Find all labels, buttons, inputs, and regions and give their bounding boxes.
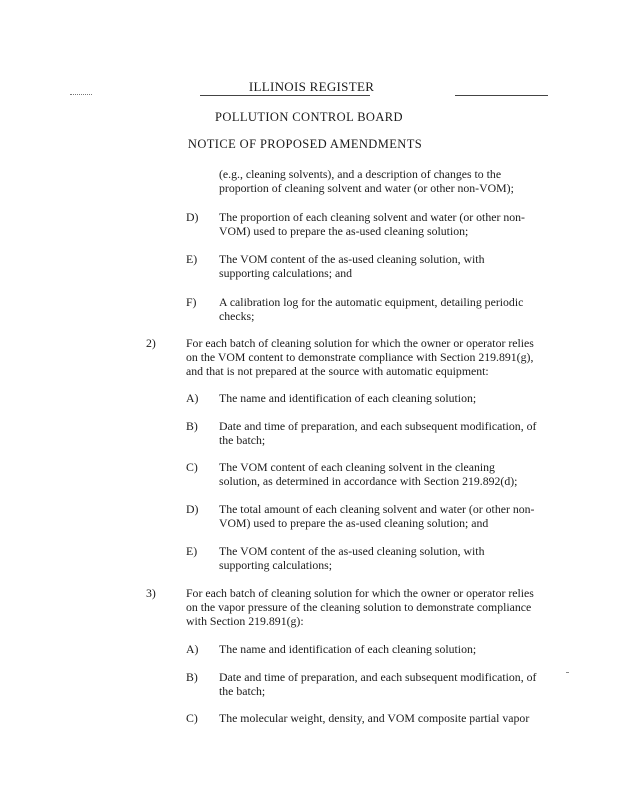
item-label: E) — [186, 544, 198, 558]
item-label: D) — [186, 502, 199, 516]
item-label: C) — [186, 711, 198, 725]
register-title: ILLINOIS REGISTER — [248, 79, 375, 94]
item-label: B) — [186, 419, 198, 433]
item-label: D) — [186, 210, 199, 224]
item-text: solution, as determined in accordance with Section 219.892(d); — [219, 474, 518, 488]
item-text: The total amount of each cleaning solvent and water (or other non- — [219, 502, 535, 516]
item-text: The VOM content of the as-used cleaning solution, with — [219, 544, 485, 558]
continuation-line: proportion of cleaning solvent and water (or other non-VOM); — [219, 181, 514, 195]
section-text: For each batch of cleaning solution for which the owner or operator relies — [186, 586, 534, 600]
item-label: B) — [186, 670, 198, 684]
item-label: F) — [186, 295, 197, 309]
item-text: The VOM content of each cleaning solvent in the cleaning — [219, 460, 495, 474]
item-text: The name and identification of each cleaning solution; — [219, 391, 477, 405]
item-text: VOM) used to prepare the as-used cleaning solution; and — [219, 516, 489, 530]
section-text: and that is not prepared at the source with automatic equipment: — [186, 364, 489, 378]
item-text: supporting calculations; — [219, 558, 333, 572]
scan-speck — [566, 672, 569, 673]
item-text: The name and identification of each cleaning solution; — [219, 642, 477, 656]
section-text: on the vapor pressure of the cleaning solution to demonstrate compliance — [186, 600, 532, 614]
section-text: on the VOM content to demonstrate compliance with Section 219.891(g), — [186, 350, 534, 364]
section-text: For each batch of cleaning solution for which the owner or operator relies — [186, 336, 534, 350]
item-text: Date and time of preparation, and each subsequent modification, of — [219, 419, 537, 433]
item-label: C) — [186, 460, 198, 474]
item-text: checks; — [219, 309, 255, 323]
item-text: supporting calculations; and — [219, 266, 353, 280]
item-text: Date and time of preparation, and each subsequent modification, of — [219, 670, 537, 684]
item-text: The VOM content of the as-used cleaning solution, with — [219, 252, 485, 266]
item-label: A) — [186, 391, 199, 405]
section-text: with Section 219.891(g): — [186, 614, 304, 628]
header-rule-left — [200, 95, 370, 96]
item-text: the batch; — [219, 684, 266, 698]
item-text: The molecular weight, density, and VOM composite partial vapor — [219, 711, 530, 725]
agency-name: POLLUTION CONTROL BOARD — [215, 110, 403, 124]
item-label: E) — [186, 252, 198, 266]
section-label: 3) — [146, 586, 156, 600]
item-label: A) — [186, 642, 199, 656]
continuation-line: (e.g., cleaning solvents), and a description of changes to the — [219, 167, 502, 181]
header-rule-right — [455, 95, 548, 96]
section-label: 2) — [146, 336, 156, 350]
item-text: The proportion of each cleaning solvent and water (or other non- — [219, 210, 525, 224]
item-text: VOM) used to prepare the as-used cleaning solution; — [219, 224, 469, 238]
item-text: the batch; — [219, 433, 266, 447]
item-text: A calibration log for the automatic equipment, detailing periodic — [219, 295, 524, 309]
notice-heading: NOTICE OF PROPOSED AMENDMENTS — [187, 137, 423, 151]
